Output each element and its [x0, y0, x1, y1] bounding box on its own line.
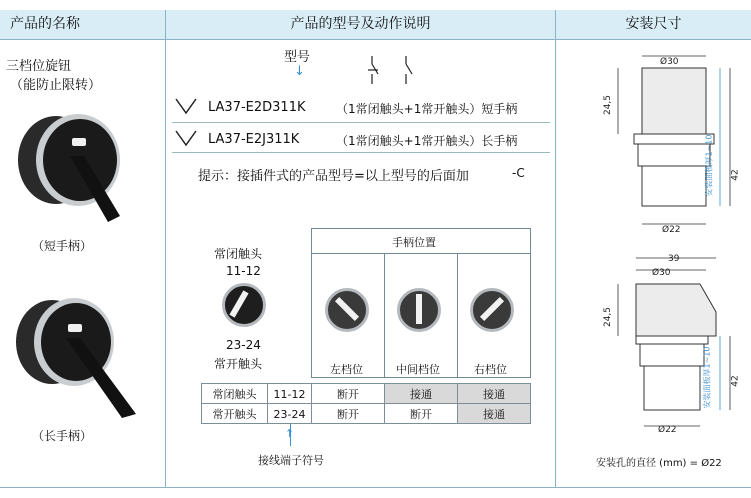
model-label: 型号: [284, 50, 311, 65]
bottom-bottom-diameter: Ø22: [658, 425, 677, 435]
row-nc-name: 常闭触头: [201, 383, 268, 404]
position-center-label: 中间档位: [396, 363, 440, 376]
terminal-note: 接线端子符号: [258, 454, 324, 467]
handle-position-divider: [311, 253, 531, 254]
top-height: 24,5: [603, 94, 614, 116]
model-row-2-code: LA37-E2J311K: [208, 132, 300, 147]
header-model-description: 产品的型号及动作说明: [166, 10, 555, 39]
top-depth: 42: [730, 169, 741, 181]
model-row-1-code: LA37-E2D311K: [208, 100, 306, 115]
row-no-terminal: 23-24: [267, 403, 312, 424]
handle-position-vdivider-2: [457, 253, 458, 378]
model-row-1-arrow-icon: [174, 97, 198, 117]
row-nc-left-state: 断开: [311, 383, 385, 404]
model-tip-suffix: -C: [512, 166, 525, 180]
column-divider-1: [165, 10, 166, 488]
row-nc-terminal: 11-12: [267, 383, 312, 404]
center-position-knob-mark: [416, 294, 422, 324]
dimension-drawing-long: [600, 252, 740, 442]
column-divider-2: [555, 10, 556, 488]
top-diameter: Ø30: [660, 57, 679, 67]
bottom-width: 39: [668, 254, 680, 264]
dimension-drawing-short: [600, 50, 740, 240]
mounting-hole-note: 安装孔的直径 (mm) = Ø22: [596, 458, 722, 469]
short-handle-caption: （短手柄）: [32, 239, 93, 253]
handle-position-title: 手柄位置: [392, 236, 436, 249]
row-nc-center-state: 接通: [384, 383, 458, 404]
position-left-label: 左档位: [330, 363, 363, 376]
no-contact-range: 23-24: [226, 338, 261, 352]
long-handle-knob-image: [8, 290, 148, 420]
row-no-left-state: 断开: [311, 403, 385, 424]
bottom-diameter: Ø30: [652, 268, 671, 278]
long-handle-caption: （长手柄）: [32, 429, 93, 443]
top-panel: 安装面板厚1~10: [704, 134, 714, 197]
handle-position-vdivider-1: [384, 253, 385, 378]
model-row-divider: [172, 122, 550, 123]
top-bottom-diameter: Ø22: [662, 225, 681, 235]
model-arrow-icon: ↓: [294, 64, 305, 79]
model-tip: 提示：接插件式的产品型号=以上型号的后面加: [198, 169, 469, 184]
no-contact-title: 常开触头: [214, 357, 263, 371]
short-handle-knob-image: [8, 98, 148, 228]
row-nc-right-state: 接通: [457, 383, 531, 404]
position-right-label: 右档位: [474, 363, 507, 376]
bottom-border: [0, 487, 751, 488]
bottom-height: 24,5: [603, 306, 614, 328]
header-divider: [0, 39, 751, 40]
model-row-2-desc: （1常闭触头+1常开触头）长手柄: [336, 134, 518, 148]
header-product-name: 产品的名称: [0, 10, 165, 39]
terminal-note-arrow-icon: ↑: [285, 427, 295, 440]
model-row-2-arrow-icon: [174, 129, 198, 149]
nc-contact-range: 11-12: [226, 264, 261, 278]
switch-symbol-icon: [362, 56, 422, 84]
terminal-knob-icon: [222, 283, 266, 327]
row-no-name: 常开触头: [201, 403, 268, 424]
header-install-size: 安装尺寸: [556, 10, 751, 39]
row-no-right-state: 接通: [457, 403, 531, 424]
row-no-center-state: 断开: [384, 403, 458, 424]
nc-contact-title: 常闭触头: [214, 247, 263, 261]
bottom-panel: 安装面板厚1~10: [702, 346, 712, 409]
product-note: （能防止限转）: [10, 78, 102, 93]
model-row-1-desc: （1常闭触头+1常开触头）短手柄: [336, 102, 518, 116]
model-row-divider-2: [172, 152, 550, 153]
bottom-depth: 42: [730, 375, 741, 387]
product-name: 三档位旋钮: [6, 59, 72, 74]
